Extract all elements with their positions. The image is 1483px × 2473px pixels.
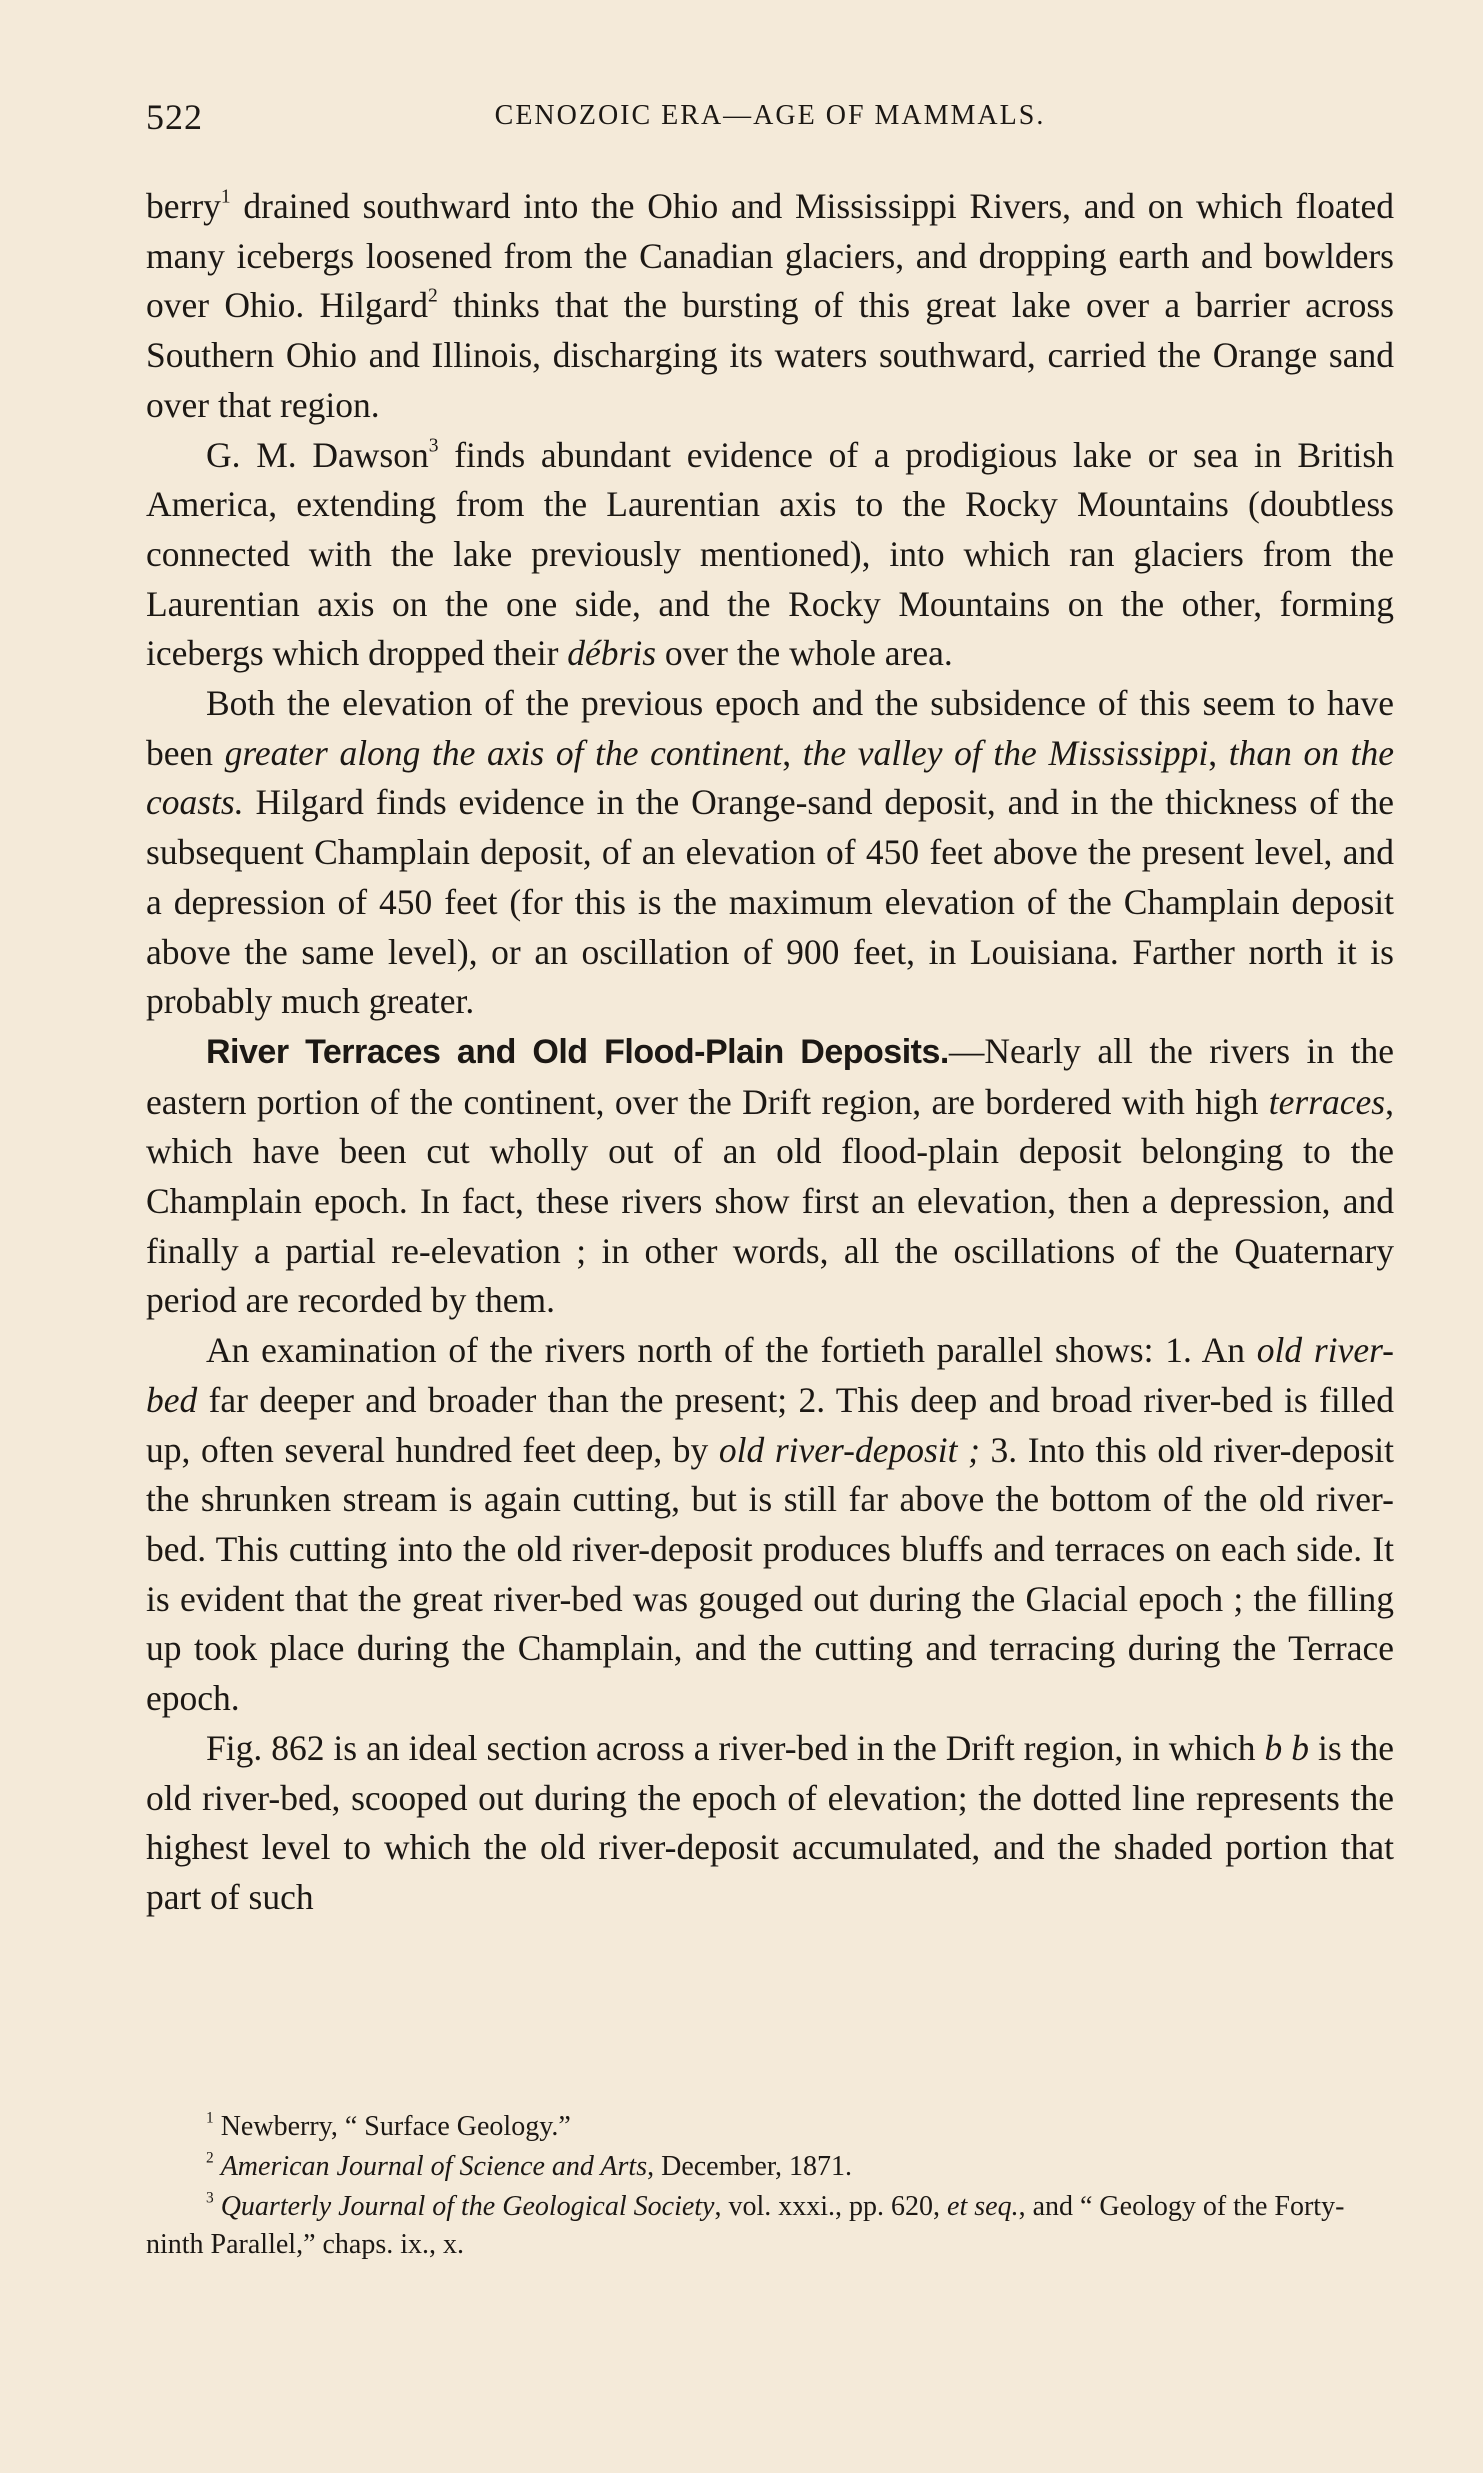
paragraph-2: G. M. Dawson$^3$ finds abundant evidence of a prodigious lake or sea in British America, extending from the Laurentian axis to the Rocky Mountains (doubtless connected with the lake previously mentioned), into which ran glaciers from the Laurentian axis on the one side, and the Rocky Mountains on the other, forming icebergs which dropped their débris over the whole area. [146, 434, 1394, 674]
paragraph-5: An examination of the rivers north of the fortieth parallel shows: 1. An old river-bed far deeper and broader than the present; 2. This deep and broad river-bed is filled up, often several hundred feet deep, by old river-deposit ; 3. Into this old river-deposit the shrunken stream is again cutting, but is still far above the bottom of the old river-bed. This cutting into the old river-deposit produces bluffs and terraces on each side. It is evident that the great river-bed was gouged out during the Glacial epoch ; the filling up took place during the Champlain, and the cutting and terracing during the Terrace epoch. [146, 1330, 1395, 1719]
paragraph-4: River Terraces and Old Flood-Plain Deposits.—Nearly all the rivers in the eastern portion of the continent, over the Drift region, are bordered with high terraces, which have been cut wholly out of an old flood-plain deposit belonging to the Champlain epoch. In fact, these rivers show first an elevation, then a depression, and finally a partial re-elevation ; in other words, all the oscillations of the Quaternary period are recorded by them. [146, 1030, 1394, 1321]
paragraph-3: Both the elevation of the previous epoch and the subsidence of this seem to have been greater along the axis of the continent, the valley of the Mississippi, than on the coasts. Hilgard finds evidence in the Orange-sand deposit, and in the thickness of the subsequent Champlain deposit, of an elevation of 450 feet above the present level, and a depression of 450 feet (for this is the maximum elevation of the Champlain deposit above the same level), or an oscillation of 900 feet, in Louisiana. Farther north it is probably much greater. [146, 683, 1395, 1022]
footnote-1: $^1$ Newberry, “ Surface Geology.” [206, 2109, 571, 2142]
paragraph-6: Fig. 862 is an ideal section across a river-bed in the Drift region, in which b b is the old river-bed, scooped out during the epoch of elevation; the dotted line represents the highest level to which the old river-deposit accumulated, and the shaded portion that part of such [146, 1727, 1394, 1917]
footnotes [146, 2108, 1394, 2266]
running-head: CENOZOIC ERA—AGE OF MAMMALS. [494, 100, 1046, 131]
footnote-ref-3[interactable]: 3 [428, 434, 439, 456]
footnote-ref-1[interactable]: 1 [220, 186, 231, 208]
page-header [146, 96, 1394, 146]
section-heading: River Terraces and Old Flood-Plain Deposits. [206, 1032, 949, 1071]
body-text [146, 182, 1394, 1923]
page-number: 522 [146, 97, 203, 137]
footnote-3: $^3$ Quarterly Journal of the Geological Society, vol. xxxi., pp. 620, et seq., and “ Geology of the Forty-ninth Parallel,” chaps. ix., x. [146, 2189, 1345, 2260]
footnote-ref-2[interactable]: 2 [427, 285, 438, 307]
paragraph-1: berry$^1$ drained southward into the Ohio and Mississippi Rivers, and on which floated many icebergs loosened from the Canadian glaciers, and dropping earth and bowlders over Ohio. Hilgard$^2$ thinks that the bursting of this great lake over a barrier across Southern Ohio and Illinois, discharging its waters southward, carried the Orange sand over that region. [146, 186, 1394, 425]
footnote-2: $^2$ American Journal of Science and Arts, December, 1871. [206, 2149, 853, 2182]
